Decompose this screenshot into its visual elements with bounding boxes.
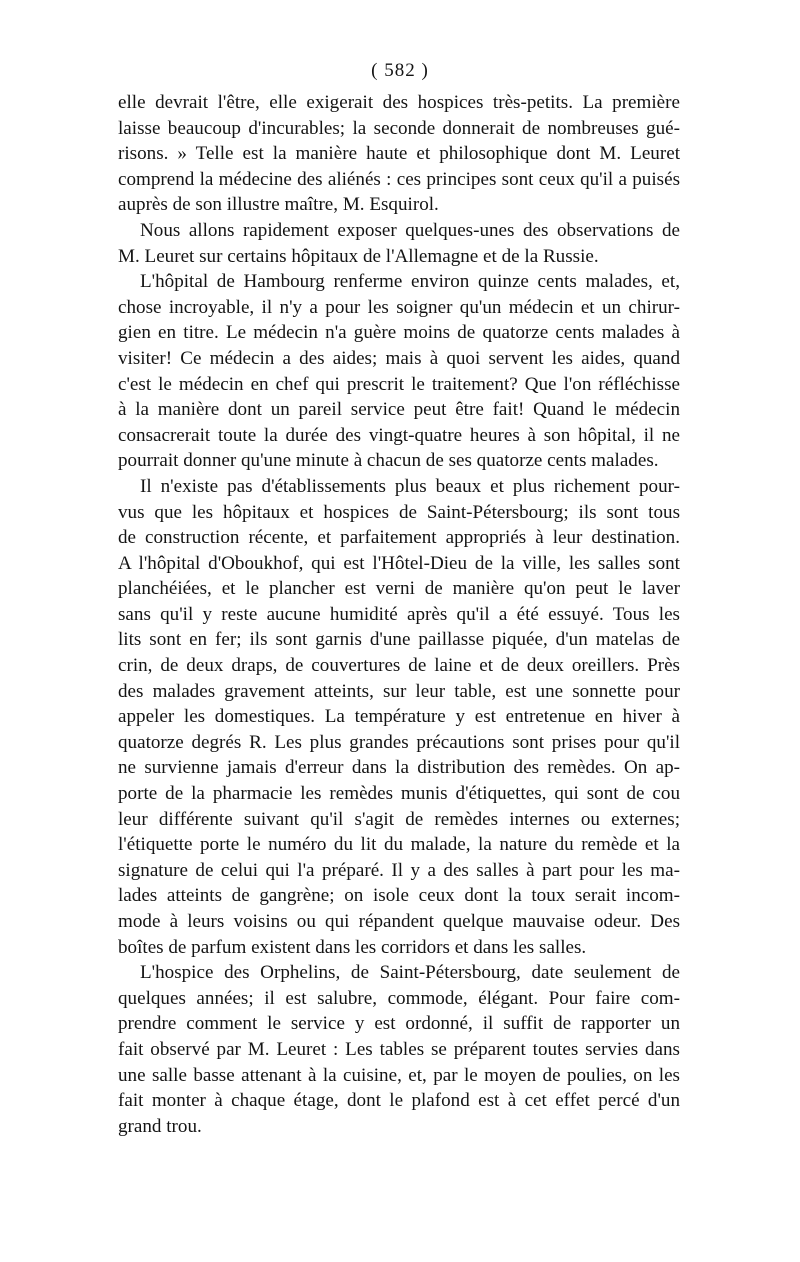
paragraph	[118, 474, 680, 960]
text-line: leur différente suivant qu'il s'agit de remèdes internes ou externes;	[118, 808, 680, 830]
text-line: grand trou.	[118, 1115, 202, 1137]
text-line: porte de la pharmacie les remèdes munis d'étiquettes, qui sont de cou	[118, 783, 680, 805]
text-line: vus que les hôpitaux et hospices de Saint-Pétersbourg; ils sont tous	[118, 501, 680, 523]
text-line: Il n'existe pas d'établissements plus beaux et plus richement pour-	[140, 475, 680, 497]
text-line: boîtes de parfum existent dans les corridors et dans les salles.	[118, 936, 587, 958]
text-line: gien en titre. Le médecin n'a guère moins de quatorze cents malades à	[118, 322, 680, 344]
text-line: lades atteints de gangrène; on isole ceux dont la toux serait incom-	[118, 885, 680, 907]
text-line: L'hospice des Orphelins, de Saint-Pétersbourg, date seulement de	[140, 962, 680, 984]
paragraph	[118, 90, 680, 218]
text-line: pourrait donner qu'une minute à chacun de ses quatorze cents malades.	[118, 450, 659, 472]
text-line: M. Leuret sur certains hôpitaux de l'Allemagne et de la Russie.	[118, 245, 599, 267]
text-line: A l'hôpital d'Oboukhof, qui est l'Hôtel-Dieu de la ville, les salles sont	[118, 552, 680, 574]
paragraph	[118, 960, 680, 1139]
page-number: ( 582 )	[371, 60, 429, 81]
text-line: des malades gravement atteints, sur leur table, est une sonnette pour	[118, 680, 680, 702]
text-line: consacrerait toute la durée des vingt-quatre heures à son hôpital, il ne	[118, 424, 680, 446]
text-line: prendre comment le service y est ordonné, il suffit de rapporter un	[118, 1013, 680, 1035]
text-line: mode à leurs voisins ou qui répandent quelque mauvaise odeur. Des	[118, 911, 680, 932]
text-line: fait monter à chaque étage, dont le plafond est à cet effet percé d'un	[118, 1090, 680, 1112]
text-line: Nous allons rapidement exposer quelques-unes des observations de	[140, 219, 680, 241]
paragraph	[118, 218, 680, 269]
text-line: appeler les domestiques. La température y est entretenue en hiver à	[118, 706, 680, 728]
text-line: chose incroyable, il n'y a pour les soigner qu'un médecin et un chirur-	[118, 296, 680, 318]
text-line: de construction récente, et parfaitement appropriés à leur destination.	[118, 527, 680, 549]
text-line: fait observé par M. Leuret : Les tables se préparent toutes servies dans	[118, 1038, 680, 1060]
text-line: comprend la médecine des aliénés : ces principes sont ceux qu'il a puisés	[118, 168, 680, 190]
text-line: sans qu'il y reste aucune humidité après qu'il a été essuyé. Tous les	[118, 603, 680, 625]
body-text	[118, 90, 680, 1139]
text-line: quelques années; il est salubre, commode, élégant. Pour faire com-	[118, 987, 680, 1009]
text-line: crin, de deux draps, de couvertures de laine et de deux oreillers. Près	[118, 655, 680, 677]
text-line: elle devrait l'être, elle exigerait des hospices très-petits. La première	[118, 92, 680, 113]
text-line: lits sont en fer; ils sont garnis d'une paillasse piquée, d'un matelas de	[118, 629, 680, 651]
text-line: l'étiquette porte le numéro du lit du malade, la nature du remède et la	[118, 834, 680, 856]
text-line: visiter! Ce médecin a des aides; mais à quoi servent les aides, quand	[118, 347, 680, 369]
text-line: signature de celui qui l'a préparé. Il y a des salles à part pour les ma-	[118, 859, 680, 881]
text-line: L'hôpital de Hambourg renferme environ quinze cents malades, et,	[140, 271, 680, 293]
text-line: ne survienne jamais d'erreur dans la distribution des remèdes. On ap-	[118, 757, 680, 779]
text-line: c'est le médecin en chef qui prescrit le traitement? Que l'on réfléchisse	[118, 373, 680, 395]
text-line: une salle basse attenant à la cuisine, et, par le moyen de poulies, on les	[118, 1064, 680, 1086]
text-line: risons. » Telle est la manière haute et philosophique dont M. Leuret	[118, 143, 680, 165]
text-line: planchéiées, et le plancher est verni de manière qu'on peut le laver	[118, 578, 680, 600]
text-line: à la manière dont un pareil service peut être fait! Quand le médecin	[118, 399, 680, 421]
text-line: auprès de son illustre maître, M. Esquirol.	[118, 194, 439, 216]
text-line: laisse beaucoup d'incurables; la seconde donnerait de nombreuses gué-	[118, 117, 680, 139]
paragraph	[118, 269, 680, 474]
text-line: quatorze degrés R. Les plus grandes précautions sont prises pour qu'il	[118, 731, 680, 753]
